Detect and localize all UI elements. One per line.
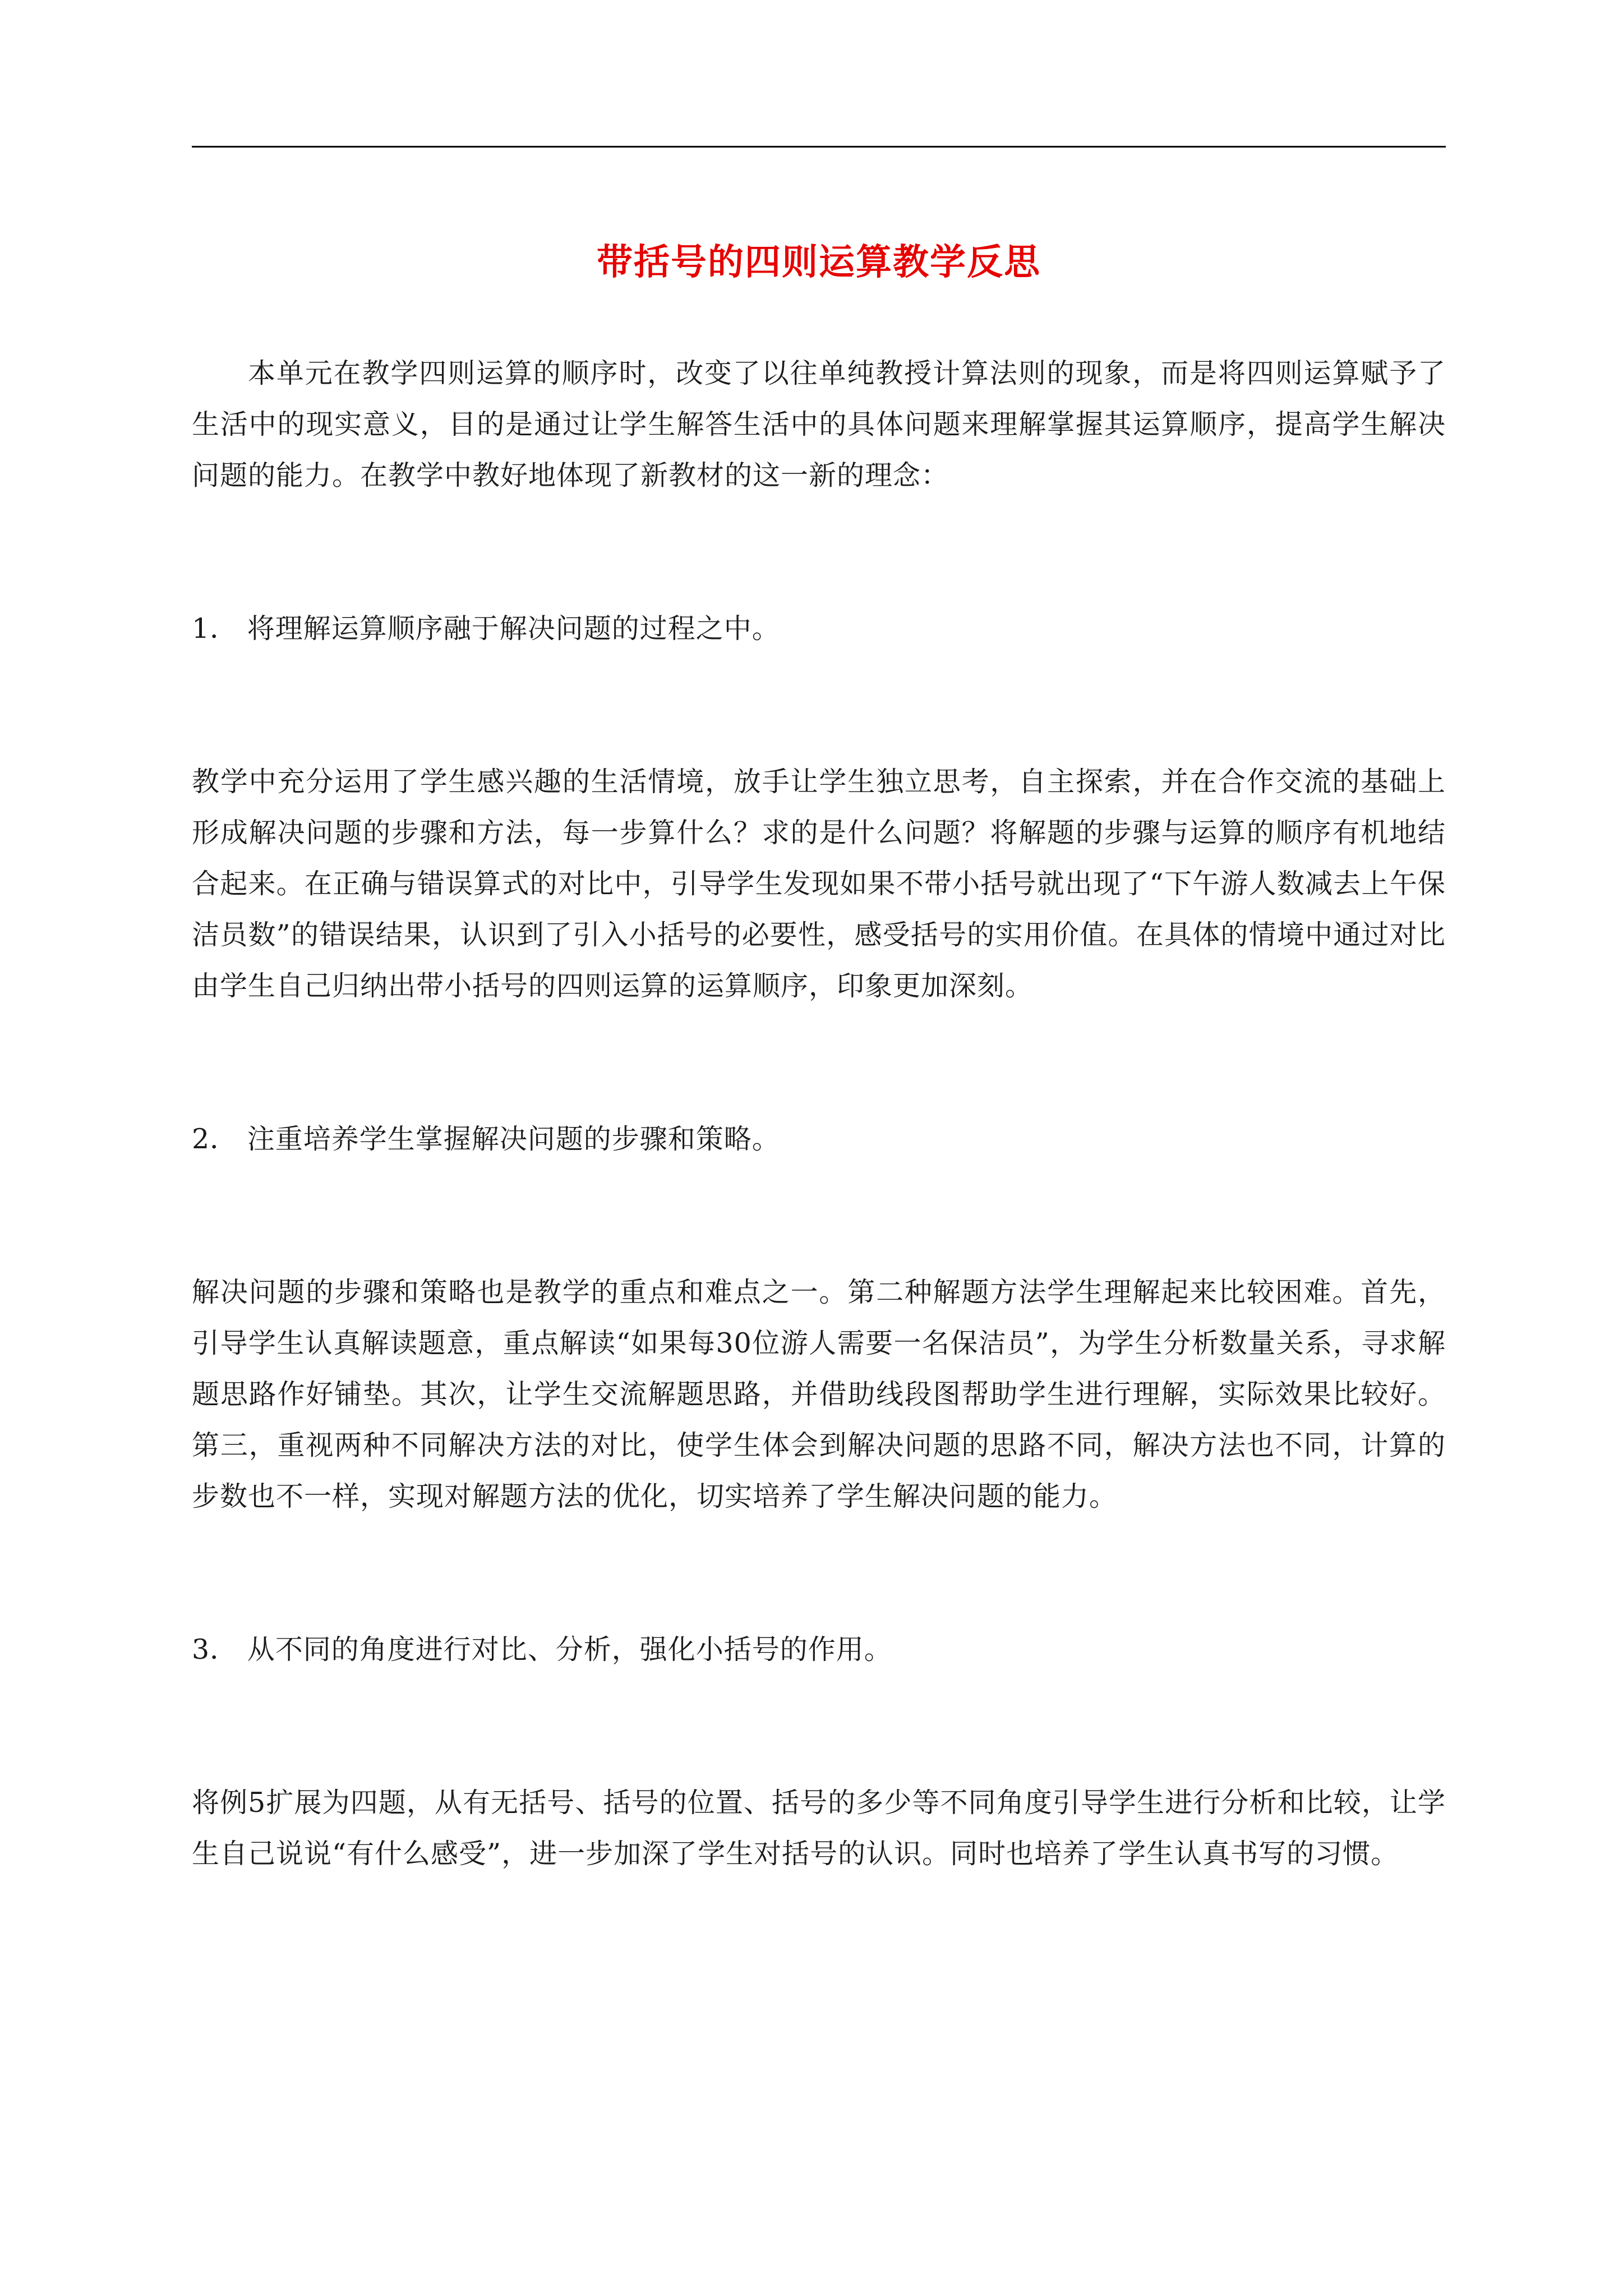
spacer xyxy=(192,1522,1446,1624)
section-2-body: 解决问题的步骤和策略也是教学的重点和难点之一。第二种解题方法学生理解起来比较困难。首先，引导学生认真解读题意，重点解读“如果每30位游人需要一名保洁员”，为学生分析数量关系，寻求解题思路作好铺垫。其次，让学生交流解题思路，并借助线段图帮助学生进行理解，实际效果比较好。第三，重视两种不同解决方法的对比，使学生体会到解决问题的思路不同，解决方法也不同，计算的步数也不一样，实现对解题方法的优化，切实培养了学生解决问题的能力。 xyxy=(192,1276,1446,1512)
section-2-heading: 2． 注重培养学生掌握解决问题的步骤和策略。 xyxy=(192,1123,780,1155)
page-title: 带括号的四则运算教学反思 xyxy=(597,241,1041,283)
spacer xyxy=(192,1675,1446,1777)
spacer xyxy=(192,1011,1446,1114)
section-1-heading: 1． 将理解运算顺序融于解决问题的过程之中。 xyxy=(192,613,780,645)
intro-paragraph: 本单元在教学四则运算的顺序时，改变了以往单纯教授计算法则的现象，而是将四则运算赋予了生活中的现实意义，目的是通过让学生解答生活中的具体问题来理解掌握其运算顺序，提高学生解决问题的能力。在教学中教好地体现了新教材的这一新的理念： xyxy=(192,357,1446,491)
section-1-body: 教学中充分运用了学生感兴趣的生活情境，放手让学生独立思考，自主探索，并在合作交流的基础上形成解决问题的步骤和方法，每一步算什么？求的是什么问题？将解题的步骤与运算的顺序有机地结合起来。在正确与错误算式的对比中，引导学生发现如果不带小括号就出现了“下午游人数减去上午保洁员数”的错误结果，认识到了引入小括号的必要性，感受括号的实用价值。在具体的情境中通过对比由学生自己归纳出带小括号的四则运算的运算顺序，印象更加深刻。 xyxy=(192,766,1446,1002)
spacer xyxy=(192,654,1446,756)
spacer xyxy=(192,1165,1446,1267)
document-body xyxy=(192,348,1446,1879)
header-rule xyxy=(192,146,1446,148)
section-3-body: 将例5扩展为四题，从有无括号、括号的位置、括号的多少等不同角度引导学生进行分析和比较，让学生自己说说“有什么感受”，进一步加深了学生对括号的认识。同时也培养了学生认真书写的习惯。 xyxy=(192,1787,1446,1870)
spacer xyxy=(192,501,1446,603)
section-3-heading: 3． 从不同的角度进行对比、分析，强化小括号的作用。 xyxy=(192,1634,892,1665)
